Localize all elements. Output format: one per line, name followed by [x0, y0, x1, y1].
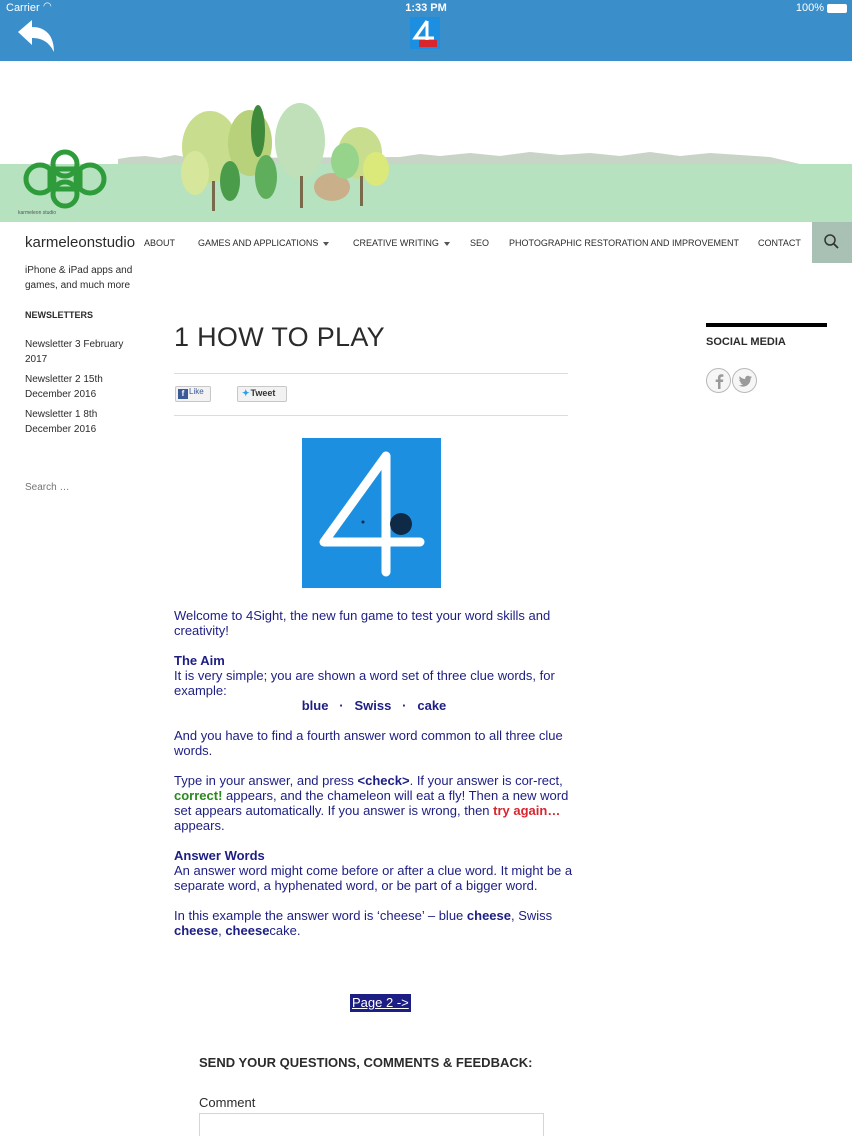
- twitter-icon: ✦: [242, 388, 250, 398]
- newsletter-link[interactable]: Newsletter 2 15th December 2016: [25, 374, 103, 400]
- menu-item-games-and-applications[interactable]: [198, 238, 329, 248]
- next-page-link[interactable]: Page 2 ->: [352, 995, 409, 1010]
- social-divider: [706, 323, 827, 327]
- newsletter-link[interactable]: Newsletter 3 February 2017: [25, 339, 124, 365]
- twitter-icon: [733, 369, 758, 394]
- twitter-button[interactable]: [732, 368, 757, 393]
- battery-icon: [827, 4, 847, 13]
- article-body: [174, 608, 574, 953]
- example-paragraph: In this example the answer word is ‘cheese’ – blue cheese, Swiss cheese, cheesecake.: [174, 908, 553, 938]
- facebook-icon: [707, 369, 732, 394]
- comment-form-heading: SEND YOUR QUESTIONS, COMMENTS & FEEDBACK:: [199, 1055, 533, 1070]
- tweet-button[interactable]: [237, 386, 287, 402]
- facebook-like-button[interactable]: [175, 386, 211, 402]
- site-title[interactable]: karmeleonstudio: [25, 234, 136, 251]
- status-bar: [0, 0, 852, 18]
- chevron-down-icon: [323, 242, 329, 246]
- back-arrow-icon: [14, 18, 58, 56]
- sidebar-search-input[interactable]: [25, 476, 143, 498]
- facebook-icon: f: [178, 389, 188, 399]
- example-clue-words: blue · Swiss · cake: [301, 698, 447, 713]
- instructions-paragraph: Type in your answer, and press <check>. If your answer is cor-rect, correct! appears, and the chameleon will eat a fly! Then a new word set appears automatically. If you answer is wrong, then try again… appears.: [174, 773, 569, 833]
- menu-item-creative-writing[interactable]: [353, 238, 450, 248]
- aim-paragraph: It is very simple; you are shown a word set of three clue words, for example:: [174, 668, 555, 698]
- page-title: 1 HOW TO PLAY: [174, 322, 385, 352]
- menu-item-label: GAMES AND APPLICATIONS: [198, 238, 319, 248]
- app-logo: [410, 17, 440, 49]
- comment-textarea[interactable]: [199, 1113, 544, 1136]
- chevron-down-icon: [444, 242, 450, 246]
- social-media-heading: SOCIAL MEDIA: [706, 336, 786, 348]
- app-icon-image: [302, 438, 441, 588]
- comment-label: Comment: [199, 1095, 256, 1110]
- ios-navigation-bar: [0, 0, 852, 61]
- back-button[interactable]: [14, 18, 58, 56]
- facebook-button[interactable]: [706, 368, 731, 393]
- menu-item-photographic-restoration[interactable]: PHOTOGRAPHIC RESTORATION AND IMPROVEMENT: [509, 238, 740, 248]
- divider: [174, 373, 568, 374]
- newsletter-link[interactable]: Newsletter 1 8th December 2016: [25, 409, 98, 435]
- search-icon: [812, 222, 852, 263]
- divider: [174, 415, 568, 416]
- search-toggle-button[interactable]: [812, 222, 852, 263]
- menu-item-label: CREATIVE WRITING: [353, 238, 439, 248]
- intro-paragraph: Welcome to 4Sight, the new fun game to test your word skills and creativity!: [174, 608, 551, 638]
- trees-illustration: [0, 61, 852, 222]
- header-banner: [0, 61, 852, 222]
- find-paragraph: And you have to find a fourth answer word common to all three clue words.: [174, 728, 563, 758]
- carrier-label: Carrier: [6, 2, 40, 14]
- clock: 1:33 PM: [405, 2, 447, 14]
- battery-percentage: 100%: [795, 2, 824, 14]
- like-label: Like: [189, 387, 204, 396]
- menu-item-contact[interactable]: CONTACT: [758, 238, 801, 248]
- wifi-icon: ◠: [43, 1, 52, 12]
- menu-item-seo[interactable]: SEO: [470, 238, 490, 248]
- site-tagline: iPhone & iPad apps and games, and much more: [25, 265, 133, 291]
- menu-item-about[interactable]: ABOUT: [144, 238, 176, 248]
- answer-words-heading: Answer Words: [174, 848, 265, 863]
- answer-words-paragraph: An answer word might come before or after a clue word. It might be a separate word, a hyphenated word, or be part of a bigger word.: [174, 863, 573, 893]
- svg-text:karmeleon studio: karmeleon studio: [18, 210, 57, 216]
- newsletters-heading: NEWSLETTERS: [25, 310, 94, 320]
- tweet-label: Tweet: [250, 388, 276, 398]
- aim-heading: The Aim: [174, 653, 225, 668]
